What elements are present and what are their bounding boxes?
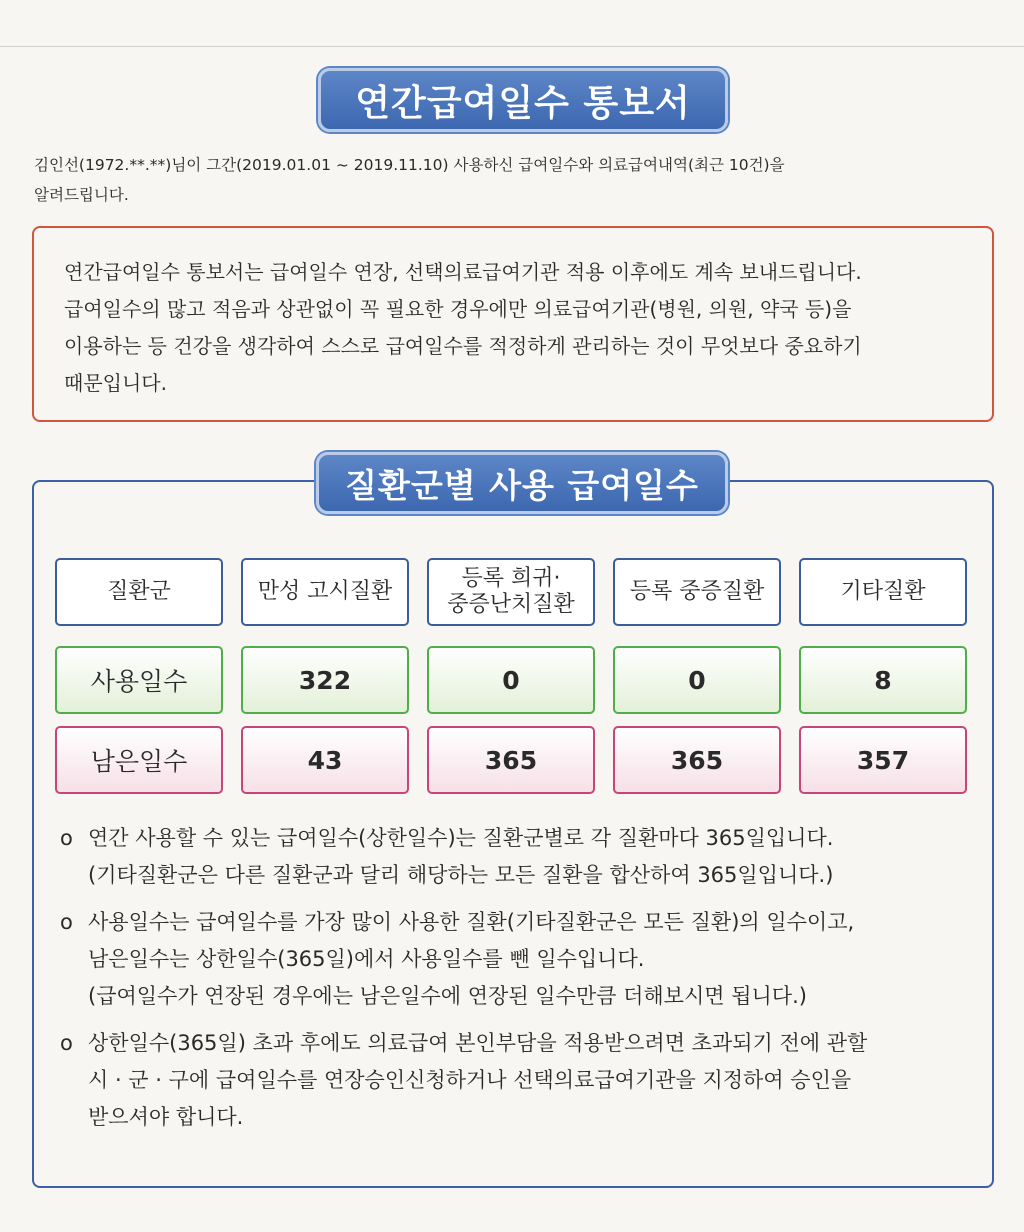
notes-list	[60, 820, 980, 1146]
table-header-other: 기타질환	[799, 558, 967, 626]
page-top-divider	[0, 46, 1024, 47]
used-days-chronic: 322	[241, 646, 409, 714]
notice-line: 때문입니다.	[64, 371, 167, 395]
note-line: (급여일수가 연장된 경우에는 남은일수에 연장된 일수만큼 더해보시면 됩니다.)	[88, 984, 807, 1008]
note-line: 남은일수는 상한일수(365일)에서 사용일수를 뺀 일수입니다.	[88, 947, 645, 971]
bullet-mark: o	[60, 1031, 73, 1055]
intro-text	[34, 150, 994, 210]
remaining-days-severe: 365	[613, 726, 781, 794]
table-header-label: 질환군	[55, 558, 223, 626]
bullet-mark: o	[60, 910, 73, 934]
table-header-rare-line: 등록 희귀·	[461, 566, 561, 591]
used-days-rare: 0	[427, 646, 595, 714]
table-header-severe: 등록 중증질환	[613, 558, 781, 626]
intro-line: 김인선(1972.**.**)님이 그간(2019.01.01 ~ 2019.11.10) 사용하신 급여일수와 의료급여내역(최근 10건)을	[34, 156, 785, 174]
notice-line: 이용하는 등 건강을 생각하여 스스로 급여일수를 적정하게 관리하는 것이 무엇보다 중요하기	[64, 334, 862, 358]
notice-box	[32, 226, 994, 422]
note-item	[60, 820, 980, 894]
remaining-days-rare: 365	[427, 726, 595, 794]
table-header-rare-line: 중증난치질환	[447, 592, 575, 617]
used-days-label: 사용일수	[55, 646, 223, 714]
used-days-other: 8	[799, 646, 967, 714]
document-title: 연간급여일수 통보서	[318, 68, 728, 132]
note-item	[60, 904, 980, 1015]
remaining-days-chronic: 43	[241, 726, 409, 794]
note-line: 연간 사용할 수 있는 급여일수(상한일수)는 질환군별로 각 질환마다 365일입니다.	[88, 826, 834, 850]
note-line: (기타질환군은 다른 질환군과 달리 해당하는 모든 질환을 합산하여 365일입니다.)	[88, 863, 834, 887]
remaining-days-label: 남은일수	[55, 726, 223, 794]
note-line: 받으셔야 합니다.	[88, 1105, 244, 1129]
notice-line: 급여일수의 많고 적음과 상관없이 꼭 필요한 경우에만 의료급여기관(병원, 의원, 약국 등)을	[64, 297, 852, 321]
bullet-mark: o	[60, 826, 73, 850]
table-header-chronic: 만성 고시질환	[241, 558, 409, 626]
remaining-days-other: 357	[799, 726, 967, 794]
intro-line: 알려드립니다.	[34, 186, 129, 204]
section-title: 질환군별 사용 급여일수	[316, 452, 728, 514]
note-line: 상한일수(365일) 초과 후에도 의료급여 본인부담을 적용받으려면 초과되기 전에 관할	[88, 1031, 868, 1055]
used-days-severe: 0	[613, 646, 781, 714]
notice-line: 연간급여일수 통보서는 급여일수 연장, 선택의료급여기관 적용 이후에도 계속 보내드립니다.	[64, 260, 862, 284]
note-item	[60, 1025, 980, 1136]
table-header-rare	[427, 558, 595, 626]
note-line: 사용일수는 급여일수를 가장 많이 사용한 질환(기타질환군은 모든 질환)의 일수이고,	[88, 910, 855, 934]
note-line: 시 · 군 · 구에 급여일수를 연장승인신청하거나 선택의료급여기관을 지정하여 승인을	[88, 1068, 852, 1092]
